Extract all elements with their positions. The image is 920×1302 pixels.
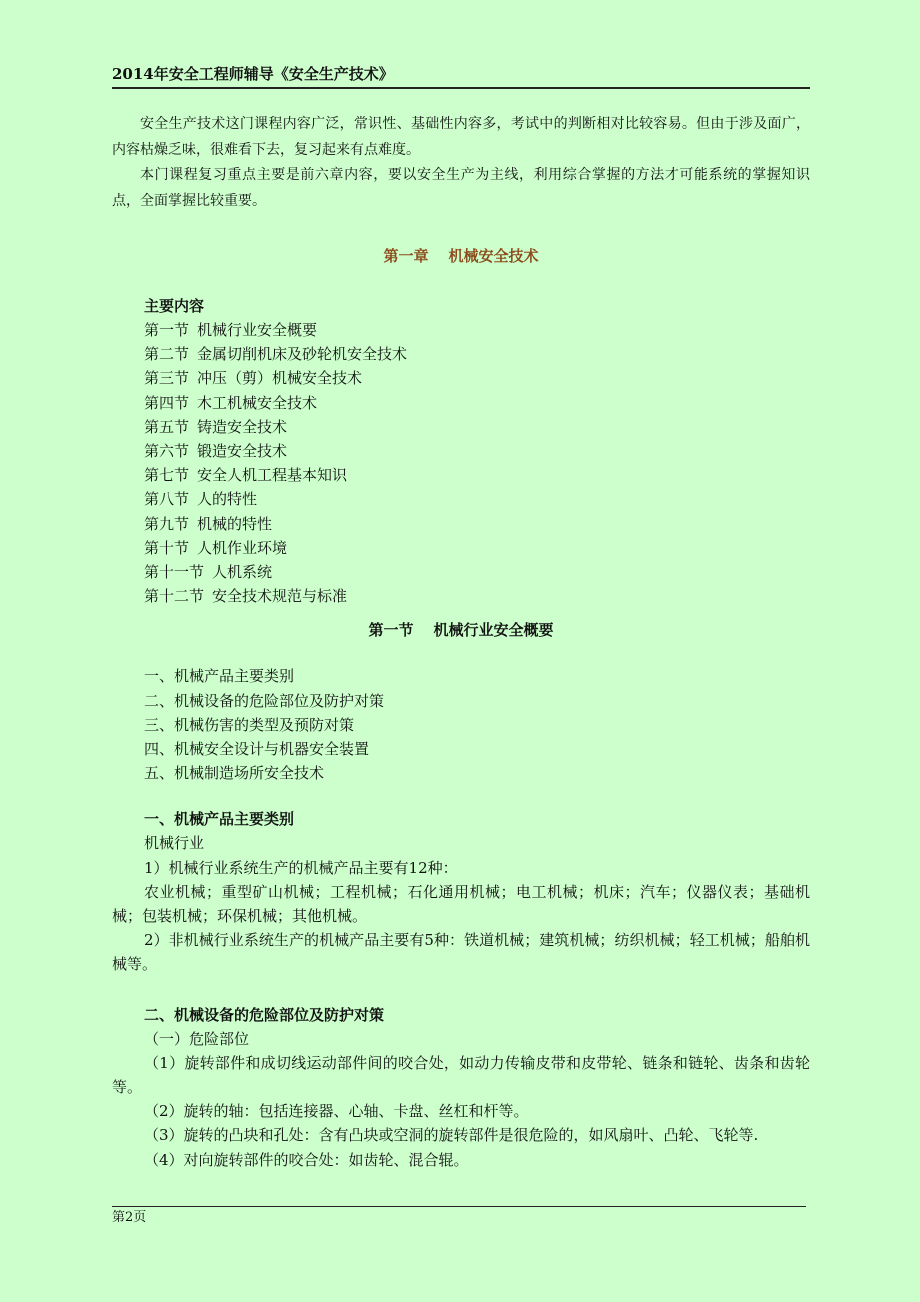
part2-heading: 二、机械设备的危险部位及防护对策 xyxy=(144,1005,385,1024)
document-title: 2014年安全工程师辅导《安全生产技术》 xyxy=(112,65,394,83)
contents-item-text: 铸造安全技术 xyxy=(197,417,288,436)
contents-item-text: 安全人机工程基本知识 xyxy=(197,466,348,485)
part1-heading: 一、机械产品主要类别 xyxy=(144,810,295,829)
outline-item: 二、机械设备的危险部位及防护对策 xyxy=(144,691,385,710)
intro-paragraph: 本门课程复习重点主要是前六章内容，要以安全生产为主线，利用综合掌握的方法才可能系统的掌握知识点，全面掌握比较重要。 xyxy=(112,167,810,209)
section-title xyxy=(112,618,810,642)
contents-item xyxy=(144,584,810,608)
contents-item-text: 木工机械安全技术 xyxy=(197,393,318,412)
section-outline xyxy=(112,664,810,785)
contents-item-label: 第三节 xyxy=(144,369,190,388)
intro-paragraph: 安全生产技术这门课程内容广泛，常识性、基础性内容多，考试中的判断相对比较容易。但由于涉及面广，内容枯燥乏味，很难看下去，复习起来有点难度。 xyxy=(112,116,810,158)
contents-item xyxy=(144,415,810,439)
contents-list xyxy=(112,294,810,608)
page-header xyxy=(112,64,810,89)
contents-item xyxy=(144,512,810,536)
contents-item-text: 人机系统 xyxy=(212,563,273,582)
part2-paragraph: （2）旋转的轴：包括连接器、心轴、卡盘、丝杠和杆等。 xyxy=(144,1102,529,1121)
part2-paragraph: （3）旋转的凸块和孔处：含有凸块或空洞的旋转部件是很危险的，如风扇叶、凸轮、飞轮等. xyxy=(144,1126,759,1145)
part1-paragraph: 2）非机械行业系统生产的机械产品主要有5种：铁道机械；建筑机械；纺织机械；轻工机械；船舶机械等。 xyxy=(112,931,810,974)
contents-item-text: 安全技术规范与标准 xyxy=(212,587,348,606)
contents-item xyxy=(144,560,810,584)
part2-subheading: （一）危险部位 xyxy=(144,1029,250,1048)
contents-item xyxy=(144,487,810,511)
contents-heading: 主要内容 xyxy=(144,297,205,315)
contents-item-label: 第五节 xyxy=(144,417,190,436)
chapter-title xyxy=(112,244,810,268)
chapter-number: 第一章 xyxy=(383,247,429,265)
outline-item: 五、机械制造场所安全技术 xyxy=(144,764,325,783)
contents-item xyxy=(144,463,810,487)
section-name: 机械行业安全概要 xyxy=(433,621,554,640)
page-number: 第2页 xyxy=(112,1210,147,1225)
contents-item xyxy=(144,366,810,390)
part2-paragraph: （4）对向旋转部件的咬合处：如齿轮、混合辊。 xyxy=(144,1150,469,1169)
outline-item: 一、机械产品主要类别 xyxy=(144,667,295,686)
contents-item xyxy=(144,391,810,415)
part1-paragraph: 农业机械；重型矿山机械；工程机械；石化通用机械；电工机械；机床；汽车；仪器仪表；基础机械；包装机械；环保机械；其他机械。 xyxy=(112,882,810,926)
contents-item-text: 人机作业环境 xyxy=(197,538,288,557)
contents-item-text: 金属切削机床及砂轮机安全技术 xyxy=(197,345,408,364)
contents-item xyxy=(144,536,810,560)
contents-item xyxy=(144,439,810,463)
contents-item-label: 第十二节 xyxy=(144,587,205,606)
outline-item: 四、机械安全设计与机器安全装置 xyxy=(144,740,370,759)
page-footer xyxy=(112,1206,806,1227)
contents-item-text: 机械行业安全概要 xyxy=(197,321,318,339)
contents-item-text: 机械的特性 xyxy=(197,514,273,533)
contents-item-label: 第十一节 xyxy=(144,563,205,582)
contents-item-label: 第六节 xyxy=(144,442,190,461)
section-number: 第一节 xyxy=(368,621,414,640)
outline-item: 三、机械伤害的类型及预防对策 xyxy=(144,715,355,734)
contents-item-label: 第二节 xyxy=(144,345,190,364)
contents-item-label: 第八节 xyxy=(144,490,190,509)
contents-item-label: 第九节 xyxy=(144,514,190,533)
contents-item-text: 人的特性 xyxy=(197,490,258,509)
contents-item-text: 冲压（剪）机械安全技术 xyxy=(197,369,363,388)
page-content xyxy=(112,112,810,1172)
chapter-name: 机械安全技术 xyxy=(448,247,539,265)
contents-item-label: 第七节 xyxy=(144,466,190,485)
contents-item-label: 第四节 xyxy=(144,393,190,412)
part1-subheading: 机械行业 xyxy=(144,834,205,853)
contents-item xyxy=(144,318,810,342)
part2-paragraph: （1）旋转部件和成切线运动部件间的咬合处，如动力传输皮带和皮带轮、链条和链轮、齿条和齿轮等。 xyxy=(112,1053,810,1097)
contents-item-text: 锻造安全技术 xyxy=(197,442,288,461)
contents-item-label: 第十节 xyxy=(144,538,190,557)
contents-item xyxy=(144,342,810,366)
contents-item-label: 第一节 xyxy=(144,321,190,339)
part1-paragraph: 1）机械行业系统生产的机械产品主要有12种： xyxy=(144,858,458,877)
